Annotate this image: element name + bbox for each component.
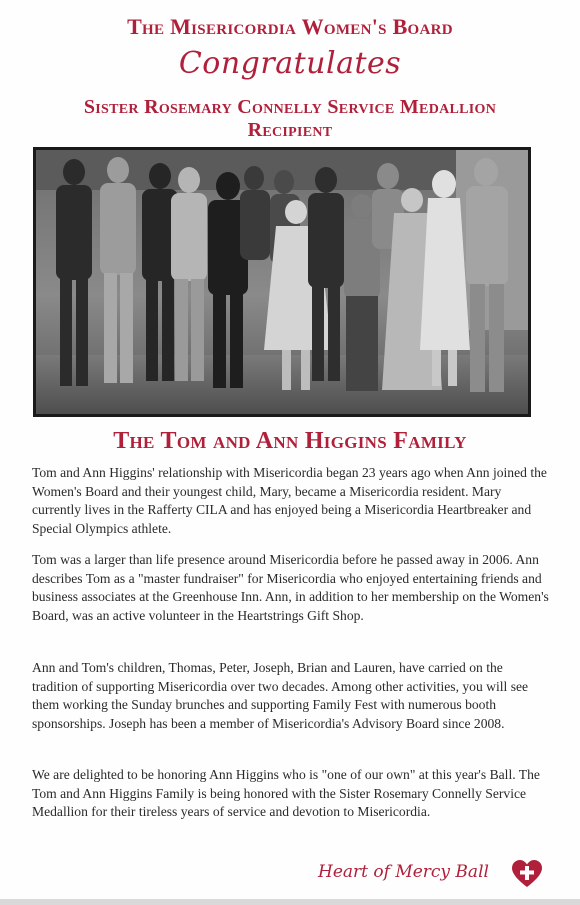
page-edge <box>0 899 580 905</box>
family-photo-illustration <box>36 150 528 414</box>
heart-cross-icon <box>512 860 542 888</box>
paragraph-tom: Tom was a larger than life presence around Misericordia before he passed away in 2006. Ann describes Tom as a "master fundraiser" for Misericordia who enjoyed entertaining friends and business associates at the Greenhouse Inn. Ann, in addition to her membership on the Women's Board, was an active volunteer in the Heartstrings Gift Shop. <box>32 552 549 623</box>
congratulates-script: Congratulates <box>178 46 402 81</box>
event-name: Heart of Mercy Ball <box>318 862 489 882</box>
paragraph-honor: We are delighted to be honoring Ann Higgins who is "one of our own" at this year's Ball. The Tom and Ann Higgins Family is being honored with the Sister Rosemary Connelly Service Medallion for their tireless years of service and devotion to Misericordia. <box>32 767 540 820</box>
event-logo <box>300 858 540 892</box>
family-heading: The Tom and Ann Higgins Family <box>113 428 467 454</box>
paragraph-children: Ann and Tom's children, Thomas, Peter, Joseph, Brian and Lauren, have carried on the tradition of supporting Misericordia over two decades. Among other activities, you will see them working the Sunday brunches and supporting Family Fest with numerous booth sponsorships. Joseph has been a member of Misericordia's Advisory Board since 2008. <box>32 660 529 731</box>
paragraph-relationship: Tom and Ann Higgins' relationship with Misericordia began 23 years ago when Ann joined the Women's Board and their youngest child, Mary, became a Misericordia resident. Mary currently lives in the Rafferty CILA and has enjoyed being a Misericordia Heartbreaker and Special Olympics athlete. <box>32 465 547 536</box>
organization-heading: The Misericordia Women's Board <box>127 14 453 39</box>
family-photo <box>33 147 531 417</box>
medallion-heading: Sister Rosemary Connelly Service Medallion Recipient <box>83 96 497 141</box>
